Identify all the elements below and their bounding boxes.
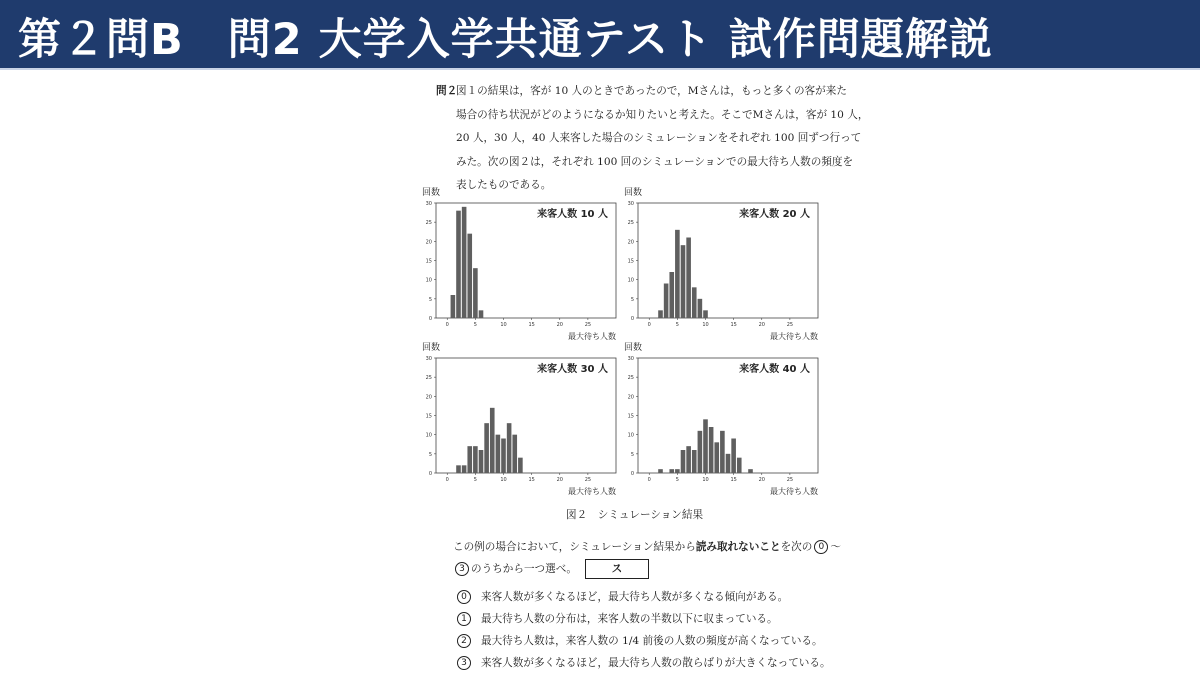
x-tick-label: 25 xyxy=(786,477,794,483)
x-tick-label: 15 xyxy=(528,477,535,483)
histogram-svg xyxy=(422,341,632,501)
x-axis-label: 最大待ち人数 xyxy=(770,487,818,496)
choice-marker: 2 xyxy=(457,634,471,648)
question-line: 表したものである。 xyxy=(456,179,552,191)
histogram-svg xyxy=(624,341,834,501)
y-tick-label: 0 xyxy=(630,471,634,477)
y-axis-label: 回数 xyxy=(422,188,441,198)
histogram-bar xyxy=(698,431,703,473)
histogram-bar xyxy=(658,310,663,318)
y-tick-label: 0 xyxy=(630,316,634,322)
instruction xyxy=(453,536,841,580)
histogram-bar xyxy=(703,419,708,473)
x-tick-label: 10 xyxy=(702,322,709,328)
histogram-bar xyxy=(698,299,703,318)
histogram-bar xyxy=(501,439,506,474)
histogram-bar xyxy=(686,446,691,473)
x-tick-label: 25 xyxy=(786,322,794,328)
x-tick-label: 5 xyxy=(675,477,679,483)
plot-frame xyxy=(436,358,616,473)
histogram-bar xyxy=(473,446,478,473)
answer-box[interactable]: ス xyxy=(585,559,649,579)
x-axis-label: 最大待ち人数 xyxy=(568,487,616,496)
y-tick-label: 30 xyxy=(425,201,432,207)
histogram-10 xyxy=(422,186,632,346)
x-axis-label: 最大待ち人数 xyxy=(568,332,616,341)
choice-text: 来客人数が多くなるほど，最大待ち人数の散らばりが大きくなっている。 xyxy=(481,657,831,669)
y-tick-label: 20 xyxy=(627,239,634,246)
x-tick-label: 10 xyxy=(500,477,507,483)
histogram-bar xyxy=(456,211,461,318)
choice-0[interactable] xyxy=(455,589,788,604)
histogram-bar xyxy=(669,272,674,318)
histogram-bar xyxy=(507,423,512,473)
choice-marker: 0 xyxy=(814,540,828,554)
question-number: 問２ xyxy=(436,85,458,97)
histogram-bar xyxy=(467,446,472,473)
y-tick-label: 10 xyxy=(627,277,634,284)
question-line: 図１の結果は，客が 10 人のときであったので，Mさんは，もっと多くの客が来た xyxy=(456,85,847,97)
instruction-emphasis: 読み取れないこと xyxy=(695,541,781,553)
instruction-text: を次の xyxy=(780,541,813,553)
histogram-bar xyxy=(484,423,489,473)
y-tick-label: 5 xyxy=(428,296,432,303)
y-tick-label: 10 xyxy=(425,432,432,439)
y-tick-label: 5 xyxy=(428,451,432,458)
y-tick-label: 0 xyxy=(428,316,432,322)
histogram-bar xyxy=(737,458,742,473)
histogram-bar xyxy=(467,234,472,318)
y-tick-label: 10 xyxy=(425,277,432,284)
choice-text: 最大待ち人数の分布は，来客人数の半数以下に収まっている。 xyxy=(481,613,778,625)
x-tick-label: 20 xyxy=(556,477,563,483)
histogram-bar xyxy=(681,245,686,318)
histogram-bar xyxy=(658,469,663,473)
x-tick-label: 0 xyxy=(647,322,651,328)
histogram-bar xyxy=(675,469,680,473)
instruction-text: のうちから一つ選べ。 xyxy=(471,563,577,575)
choice-text: 最大待ち人数は，来客人数の 1/4 前後の人数の頻度が高くなっている。 xyxy=(481,635,823,647)
histogram-bar xyxy=(451,295,456,318)
x-tick-label: 0 xyxy=(647,477,651,483)
histogram-bar xyxy=(720,431,725,473)
x-tick-label: 5 xyxy=(675,322,679,328)
choice-marker: 0 xyxy=(457,590,471,604)
histogram-bar xyxy=(681,450,686,473)
histogram-bar xyxy=(692,287,697,318)
banner-title: 第２問B 問2 大学入学共通テスト 試作問題解説 xyxy=(18,15,993,65)
y-tick-label: 30 xyxy=(627,356,634,362)
x-tick-label: 15 xyxy=(730,477,737,483)
histogram-bar xyxy=(462,207,467,318)
y-tick-label: 20 xyxy=(627,394,634,401)
x-tick-label: 25 xyxy=(584,477,592,483)
choice-text: 来客人数が多くなるほど，最大待ち人数が多くなる傾向がある。 xyxy=(481,591,789,603)
histogram-bar xyxy=(512,435,517,473)
x-tick-label: 10 xyxy=(500,322,507,328)
x-tick-label: 0 xyxy=(445,477,449,483)
x-tick-label: 10 xyxy=(702,477,709,483)
x-tick-label: 20 xyxy=(758,477,765,483)
question-line: 20 人，30 人，40 人来客した場合のシミュレーションをそれぞれ 100 回ずつ行って xyxy=(456,132,862,144)
chart-title: 来客人数 20 人 xyxy=(739,209,810,220)
y-tick-label: 20 xyxy=(425,394,432,401)
chart-title: 来客人数 40 人 xyxy=(739,364,810,375)
histogram-bar xyxy=(686,238,691,319)
chart-title: 来客人数 10 人 xyxy=(537,209,608,220)
choice-2[interactable] xyxy=(455,633,823,648)
choice-3[interactable] xyxy=(455,655,831,670)
x-tick-label: 5 xyxy=(473,477,477,483)
histogram-20 xyxy=(624,186,834,346)
histogram-bar xyxy=(709,427,714,473)
choice-1[interactable] xyxy=(455,611,778,626)
y-tick-label: 25 xyxy=(627,220,634,227)
x-tick-label: 15 xyxy=(528,322,535,328)
range-separator: 〜 xyxy=(830,541,841,553)
histogram-svg xyxy=(624,186,834,346)
y-tick-label: 30 xyxy=(425,356,432,362)
y-tick-label: 5 xyxy=(630,296,634,303)
chart-title: 来客人数 30 人 xyxy=(537,364,608,375)
histogram-bar xyxy=(669,469,674,473)
y-tick-label: 15 xyxy=(425,413,432,420)
y-axis-label: 回数 xyxy=(422,343,441,353)
histogram-bar xyxy=(731,439,736,474)
y-axis-label: 回数 xyxy=(624,343,643,353)
y-tick-label: 15 xyxy=(627,413,634,420)
histogram-30 xyxy=(422,341,632,501)
histogram-bar xyxy=(692,450,697,473)
histogram-svg xyxy=(422,186,632,346)
question-line: みた。次の図２は，それぞれ 100 回のシミュレーションでの最大待ち人数の頻度を xyxy=(456,155,854,168)
histogram-bar xyxy=(703,310,708,318)
title-banner xyxy=(0,0,1200,70)
x-tick-label: 0 xyxy=(445,322,449,328)
y-tick-label: 30 xyxy=(627,201,634,207)
x-axis-label: 最大待ち人数 xyxy=(770,332,818,341)
y-axis-label: 回数 xyxy=(624,188,643,198)
y-tick-label: 20 xyxy=(425,239,432,246)
choice-marker: 3 xyxy=(455,562,469,576)
histogram-bar xyxy=(496,435,501,473)
y-tick-label: 25 xyxy=(627,375,634,382)
histogram-bar xyxy=(479,310,484,318)
choice-marker: 1 xyxy=(457,612,471,626)
question-line: 場合の待ち状況がどのようになるか知りたいと考えた。そこでMさんは，客が 10 人， xyxy=(456,108,869,121)
y-tick-label: 25 xyxy=(425,220,432,227)
x-tick-label: 20 xyxy=(758,322,765,328)
y-tick-label: 5 xyxy=(630,451,634,458)
histogram-bar xyxy=(714,442,719,473)
histogram-bar xyxy=(462,465,467,473)
y-tick-label: 15 xyxy=(425,258,432,265)
x-tick-label: 20 xyxy=(556,322,563,328)
histogram-bar xyxy=(490,408,495,473)
histogram-bar xyxy=(664,284,669,319)
histogram-bar xyxy=(473,268,478,318)
y-tick-label: 25 xyxy=(425,375,432,382)
histogram-40 xyxy=(624,341,834,501)
x-tick-label: 15 xyxy=(730,322,737,328)
y-tick-label: 15 xyxy=(627,258,634,265)
histogram-bar xyxy=(456,465,461,473)
x-tick-label: 25 xyxy=(584,322,592,328)
instruction-text: この例の場合において，シミュレーション結果から xyxy=(453,541,696,553)
y-tick-label: 0 xyxy=(428,471,432,477)
choice-marker: 3 xyxy=(457,656,471,670)
histogram-bar xyxy=(479,450,484,473)
histogram-bar xyxy=(726,454,731,473)
histogram-bar xyxy=(748,469,753,473)
histogram-bar xyxy=(518,458,523,473)
histogram-bar xyxy=(675,230,680,318)
x-tick-label: 5 xyxy=(473,322,477,328)
figure-caption: 図２ シミュレーション結果 xyxy=(566,509,704,521)
y-tick-label: 10 xyxy=(627,432,634,439)
